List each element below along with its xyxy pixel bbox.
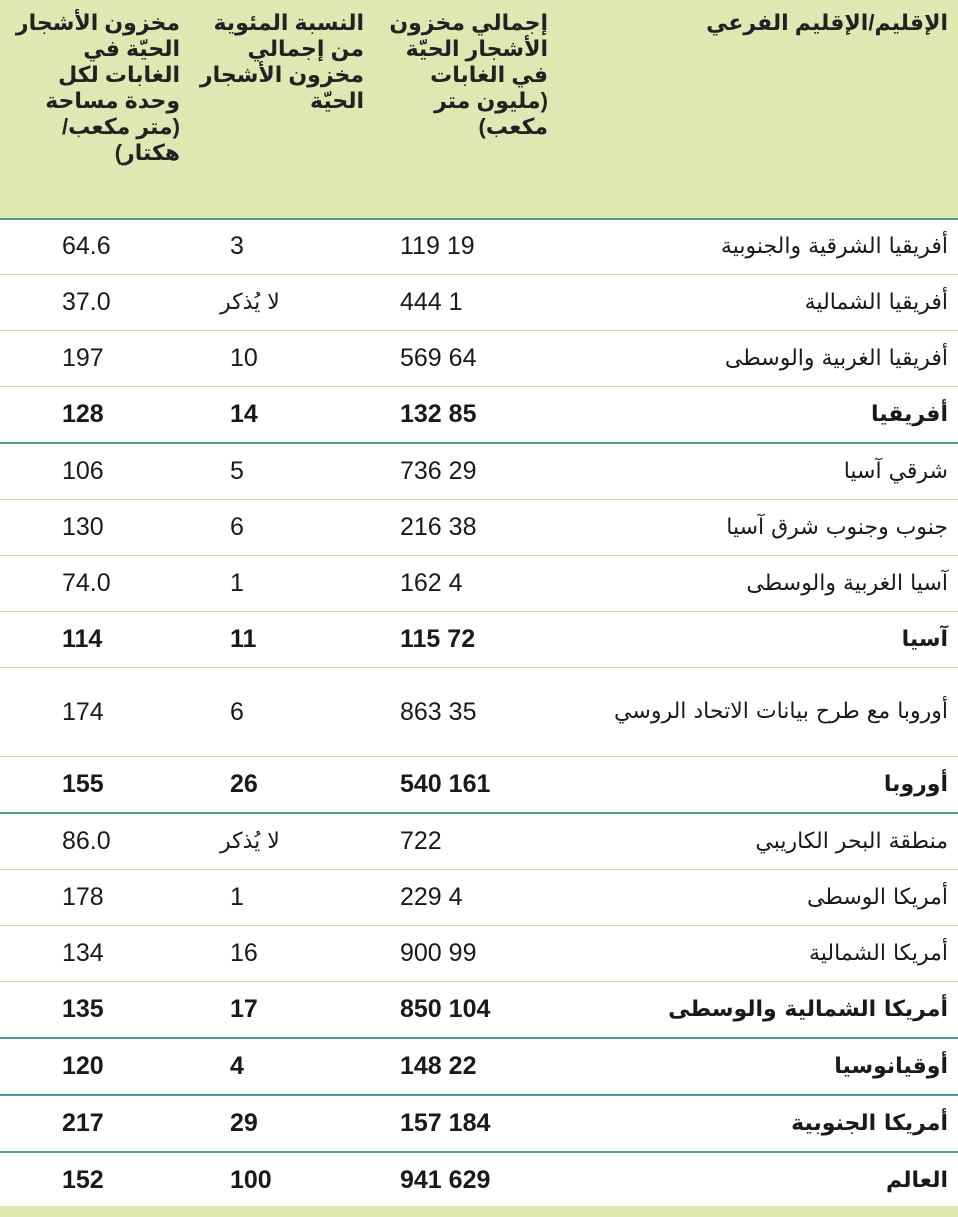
region-cell: أفريقيا الشرقية والجنوبية: [566, 219, 958, 275]
per-hectare-cell: 120: [0, 1038, 192, 1095]
region-cell: أفريقيا الشمالية: [566, 275, 958, 331]
total-cell: 72 115: [382, 612, 566, 668]
per-hectare-cell: 178: [0, 870, 192, 926]
table-row: [0, 443, 958, 500]
total-cell: 161 540: [382, 757, 566, 814]
subtotal-row: [0, 757, 958, 814]
subtotal-row: [0, 1095, 958, 1152]
per-hectare-cell: 64.6: [0, 219, 192, 275]
total-cell: 104 850: [382, 982, 566, 1039]
region-cell: جنوب وجنوب شرق آسيا: [566, 500, 958, 556]
per-hectare-cell: 86.0: [0, 813, 192, 870]
header-total-stock: إجمالي مخزون الأشجار الحيّة في الغابات (مليون متر مكعب): [389, 10, 548, 139]
region-cell: أمريكا الشمالية والوسطى: [566, 982, 958, 1039]
per-hectare-cell: 128: [0, 387, 192, 444]
region-cell: آسيا الغربية والوسطى: [566, 556, 958, 612]
percent-cell: 14: [192, 387, 382, 444]
region-cell: شرقي آسيا: [566, 443, 958, 500]
percent-cell: 1: [192, 556, 382, 612]
region-cell: منطقة البحر الكاريبي: [566, 813, 958, 870]
table-row: [0, 275, 958, 331]
percent-cell: لا يُذكر: [192, 275, 382, 331]
table-row: [0, 813, 958, 870]
table-row: [0, 668, 958, 757]
table-body: [0, 219, 958, 1209]
percent-cell: 1: [192, 870, 382, 926]
footer-strip: [0, 1206, 958, 1217]
per-hectare-cell: 114: [0, 612, 192, 668]
region-cell: أمريكا الشمالية: [566, 926, 958, 982]
region-cell: أفريقيا: [566, 387, 958, 444]
table-row: [0, 870, 958, 926]
per-hectare-cell: 134: [0, 926, 192, 982]
subtotal-row: [0, 387, 958, 444]
percent-cell: 10: [192, 331, 382, 387]
per-hectare-cell: 155: [0, 757, 192, 814]
per-hectare-cell: 174: [0, 668, 192, 757]
percent-cell: 17: [192, 982, 382, 1039]
per-hectare-cell: 106: [0, 443, 192, 500]
total-cell: 29 736: [382, 443, 566, 500]
total-cell: 64 569: [382, 331, 566, 387]
percent-cell: 26: [192, 757, 382, 814]
total-cell: 4 162: [382, 556, 566, 612]
table-row: [0, 331, 958, 387]
region-cell: أوقيانوسيا: [566, 1038, 958, 1095]
percent-cell: 6: [192, 668, 382, 757]
total-cell: 38 216: [382, 500, 566, 556]
total-cell: 629 941: [382, 1152, 566, 1209]
per-hectare-cell: 135: [0, 982, 192, 1039]
region-cell: أمريكا الجنوبية: [566, 1095, 958, 1152]
table-row: [0, 926, 958, 982]
subtotal-row: [0, 612, 958, 668]
world-total-row: [0, 1152, 958, 1209]
total-cell: 1 444: [382, 275, 566, 331]
total-cell: 35 863: [382, 668, 566, 757]
percent-cell: لا يُذكر: [192, 813, 382, 870]
total-cell: 85 132: [382, 387, 566, 444]
total-cell: 22 148: [382, 1038, 566, 1095]
region-cell: أمريكا الوسطى: [566, 870, 958, 926]
header-percent: النسبة المئوية من إجمالي مخزون الأشجار الحيّة: [199, 10, 364, 113]
header-row: [0, 0, 958, 219]
percent-cell: 3: [192, 219, 382, 275]
region-cell: أوروبا: [566, 757, 958, 814]
per-hectare-cell: 74.0: [0, 556, 192, 612]
per-hectare-cell: 197: [0, 331, 192, 387]
region-cell: أوروبا مع طرح بيانات الاتحاد الروسي: [566, 668, 958, 757]
total-cell: 184 157: [382, 1095, 566, 1152]
percent-cell: 11: [192, 612, 382, 668]
subtotal-row: [0, 1038, 958, 1095]
percent-cell: 100: [192, 1152, 382, 1209]
header-region: الإقليم/الإقليم الفرعي: [706, 10, 948, 35]
header-per-hectare: مخزون الأشجار الحيّة في الغابات لكل وحدة مساحة (متر مكعب/ هكتار): [15, 10, 180, 165]
percent-cell: 5: [192, 443, 382, 500]
per-hectare-cell: 37.0: [0, 275, 192, 331]
percent-cell: 16: [192, 926, 382, 982]
total-cell: 4 229: [382, 870, 566, 926]
per-hectare-cell: 217: [0, 1095, 192, 1152]
total-cell: 99 900: [382, 926, 566, 982]
total-cell: 19 119: [382, 219, 566, 275]
per-hectare-cell: 152: [0, 1152, 192, 1209]
table-header: [0, 0, 958, 219]
table-row: [0, 556, 958, 612]
percent-cell: 29: [192, 1095, 382, 1152]
header-divider: [0, 218, 958, 220]
total-cell: 722: [382, 813, 566, 870]
region-cell: آسيا: [566, 612, 958, 668]
table-row: [0, 500, 958, 556]
region-cell: أفريقيا الغربية والوسطى: [566, 331, 958, 387]
percent-cell: 6: [192, 500, 382, 556]
subtotal-row: [0, 982, 958, 1039]
table-row: [0, 219, 958, 275]
per-hectare-cell: 130: [0, 500, 192, 556]
region-cell: العالم: [566, 1152, 958, 1209]
percent-cell: 4: [192, 1038, 382, 1095]
